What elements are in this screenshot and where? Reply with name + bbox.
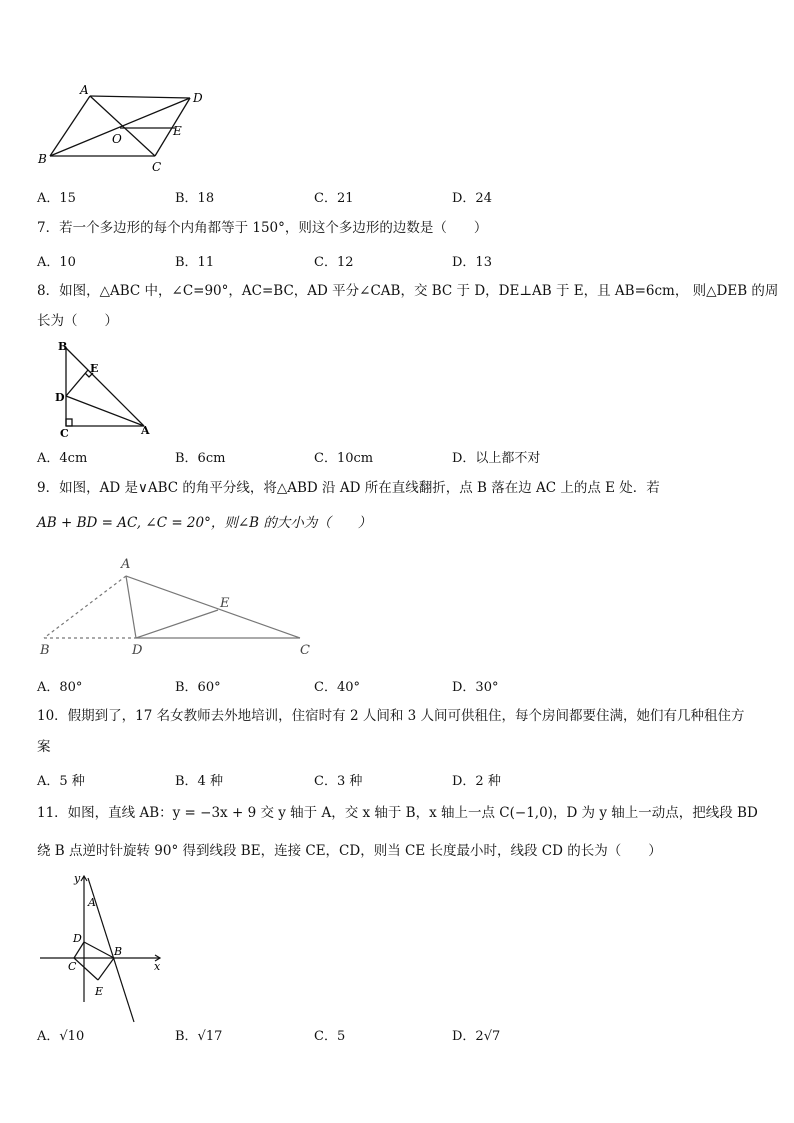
q7-option-c: C．12 <box>314 255 354 270</box>
q10-option-b: B．4 种 <box>175 774 223 789</box>
q11-option-a: A．√10 <box>37 1029 85 1044</box>
q9-option-a: A．80° <box>37 680 83 695</box>
q9-option-c: C．40° <box>314 680 360 695</box>
fig9-label-d: D <box>132 643 143 658</box>
fig6-label-c: C <box>152 160 162 174</box>
q9-text-line2: AB + BD = AC, ∠C = 20°，则∠B 的大小为（ ） <box>37 515 372 531</box>
q7-option-d: D．13 <box>452 255 492 270</box>
q11-option-b: B．√17 <box>175 1029 223 1044</box>
q6-option-d: D．24 <box>452 191 492 206</box>
q8-text-line1: 8．如图，△ABC 中，∠C=90°，AC=BC，AD 平分∠CAB，交 BC 于 D，DE⊥AB 于 E，且 AB=6cm， 则△DEB 的周 <box>37 283 779 299</box>
q7-option-a: A．10 <box>37 255 76 270</box>
q8-option-a: A．4cm <box>37 451 88 466</box>
q8-text-line2: 长为（ ） <box>37 313 118 329</box>
q8-option-b: B．6cm <box>175 451 226 466</box>
fig6-label-d: D <box>193 91 203 105</box>
fig11-label-a: A <box>88 896 96 909</box>
fig6-label-e: E <box>173 124 182 138</box>
q8-option-d: D．以上都不对 <box>452 451 541 466</box>
q11-text-line1: 11．如图，直线 AB：y = −3x + 9 交 y 轴于 A，交 x 轴于 B，x 轴上一点 C(−1,0)，D 为 y 轴上一动点，把线段 BD <box>37 805 758 821</box>
fig6-label-o: O <box>112 132 122 146</box>
q9-option-d: D．30° <box>452 680 499 695</box>
q10-option-c: C．3 种 <box>314 774 363 789</box>
q11-option-c: C．5 <box>314 1029 346 1044</box>
fig9-label-a: A <box>121 557 131 572</box>
q10-text-line1: 10．假期到了，17 名女教师去外地培训，住宿时有 2 人间和 3 人间可供租住，每个房间都要住满，她们有几种租住方 <box>37 708 745 724</box>
fig9-label-c: C <box>300 643 310 658</box>
fig9-label-b: B <box>40 643 50 658</box>
fold-triangle-figure <box>30 552 330 662</box>
fig8-label-a: A <box>141 424 150 437</box>
q10-option-d: D．2 种 <box>452 774 501 789</box>
fig6-label-b: B <box>38 152 47 166</box>
fig11-label-b: B <box>114 945 123 958</box>
fig11-label-x: x <box>154 960 161 973</box>
q7-option-b: B．11 <box>175 255 215 270</box>
parallelogram-figure <box>30 84 230 179</box>
q7-text: 7．若一个多边形的每个内角都等于 150°，则这个多边形的边数是（ ） <box>37 220 488 236</box>
q11-text-line2: 绕 B 点逆时针旋转 90° 得到线段 BE，连接 CE，CD，则当 CE 长度最小时，线段 CD 的长为（ ） <box>37 843 662 859</box>
q9-option-b: B．60° <box>175 680 221 695</box>
fig11-label-y: y <box>74 872 81 885</box>
q9-text-line1: 9．如图，AD 是∨ABC 的角平分线，将△ABD 沿 AD 所在直线翻折，点 B 落在边 AC 上的点 E 处．若 <box>37 480 660 496</box>
q6-option-a: A．15 <box>37 191 76 206</box>
fig8-label-d: D <box>55 391 65 404</box>
fig8-label-c: C <box>60 427 69 440</box>
fig11-label-c: C <box>68 960 77 973</box>
fig8-label-e: E <box>90 362 99 375</box>
fig11-label-d: D <box>73 932 82 945</box>
coordinate-figure <box>36 872 176 1022</box>
fig9-label-e: E <box>220 596 230 611</box>
fig6-label-a: A <box>80 83 89 97</box>
fig8-label-b: B <box>58 340 68 353</box>
q8-option-c: C．10cm <box>314 451 374 466</box>
q6-option-c: C．21 <box>314 191 354 206</box>
q10-option-a: A．5 种 <box>37 774 85 789</box>
q6-option-b: B．18 <box>175 191 215 206</box>
triangle-dbe-figure <box>52 338 162 438</box>
q10-text-line2: 案 <box>37 739 51 755</box>
q11-option-d: D．2√7 <box>452 1029 501 1044</box>
fig11-label-e: E <box>95 985 104 998</box>
